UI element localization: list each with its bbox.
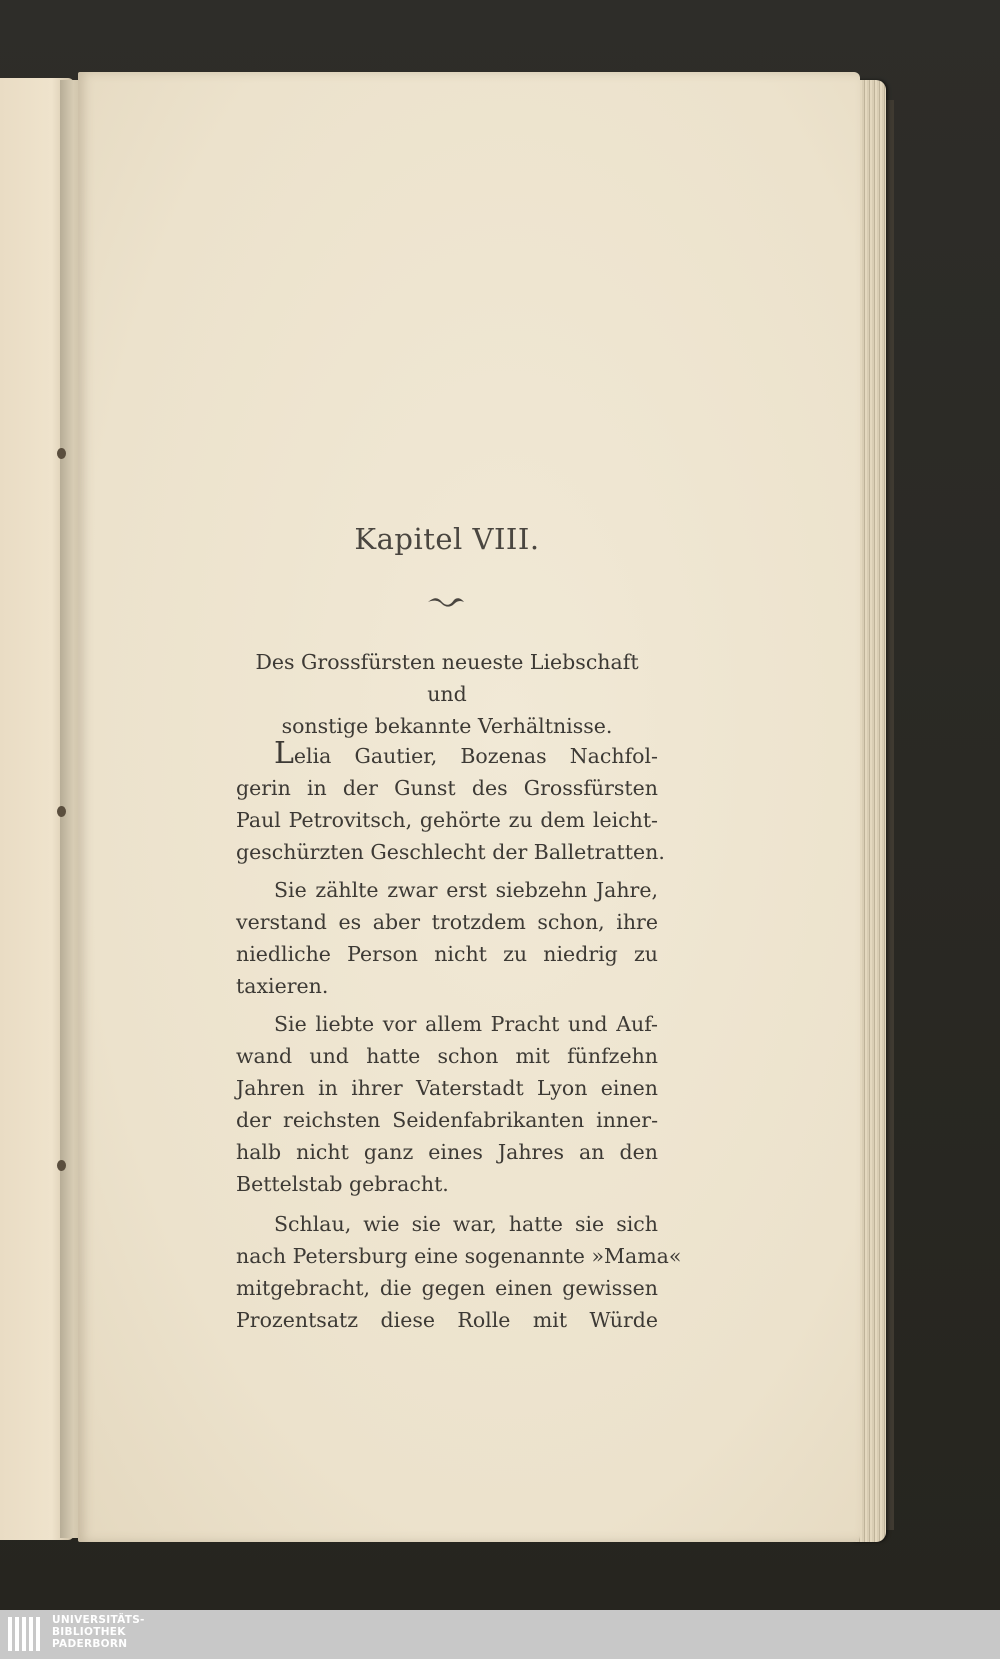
- paragraph-1: [236, 736, 665, 868]
- text-line: mitgebracht, die gegen einen gewissen: [236, 1276, 658, 1300]
- library-logo-icon: [6, 1613, 46, 1655]
- text-line: taxieren.: [236, 974, 329, 998]
- text-line: niedliche Person nicht zu niedrig zu: [236, 942, 658, 966]
- text-line: der reichsten Seidenfabrikanten inner-: [236, 1108, 658, 1132]
- subtitle-line: sonstige bekannte Verhältnisse.: [281, 714, 613, 738]
- subtitle-line: Des Grossfürsten neueste Liebschaft und: [255, 650, 639, 706]
- text-line: geschürzten Geschlecht der Balletratten.: [236, 840, 665, 864]
- binding-stitch: [57, 448, 66, 459]
- paragraph-2: [236, 874, 658, 1002]
- text-line: nach Petersburg eine sogenannte »Mama«: [236, 1244, 682, 1268]
- paragraph-4: [236, 1208, 682, 1336]
- text-line: Lelia Gautier, Bozenas Nachfol-: [274, 736, 658, 771]
- text-line: gerin in der Gunst des Grossfürsten: [236, 776, 658, 800]
- text-line: Sie zählte zwar erst siebzehn Jahre,: [274, 878, 658, 902]
- text-line: Jahren in ihrer Vaterstadt Lyon einen: [236, 1076, 658, 1100]
- text-line: Paul Petrovitsch, gehörte zu dem leicht-: [236, 808, 658, 832]
- text-line: Schlau, wie sie war, hatte sie sich: [274, 1212, 658, 1236]
- text-line: Prozentsatz diese Rolle mit Würde: [236, 1308, 658, 1332]
- text-line: halb nicht ganz eines Jahres an den: [236, 1140, 658, 1164]
- library-logo-text: [52, 1614, 252, 1650]
- ornament-icon: [426, 596, 466, 608]
- binding-stitch: [57, 1160, 66, 1171]
- logo-line: UNIVERSITÄTS-: [52, 1614, 145, 1626]
- paragraph-3: [236, 1008, 658, 1200]
- logo-line: PADERBORN: [52, 1638, 128, 1650]
- chapter-subtitle: [236, 646, 658, 742]
- chapter-title: Kapitel VIII.: [354, 522, 540, 556]
- logo-line: BIBLIOTHEK: [52, 1626, 126, 1638]
- binding-stitch: [57, 806, 66, 817]
- text-line: Sie liebte vor allem Pracht und Auf-: [274, 1012, 658, 1036]
- drop-cap: L: [274, 736, 294, 771]
- text-line: wand und hatte schon mit fünfzehn: [236, 1044, 658, 1068]
- text-line: Bettelstab gebracht.: [236, 1172, 449, 1196]
- text-line: verstand es aber trotzdem schon, ihre: [236, 910, 658, 934]
